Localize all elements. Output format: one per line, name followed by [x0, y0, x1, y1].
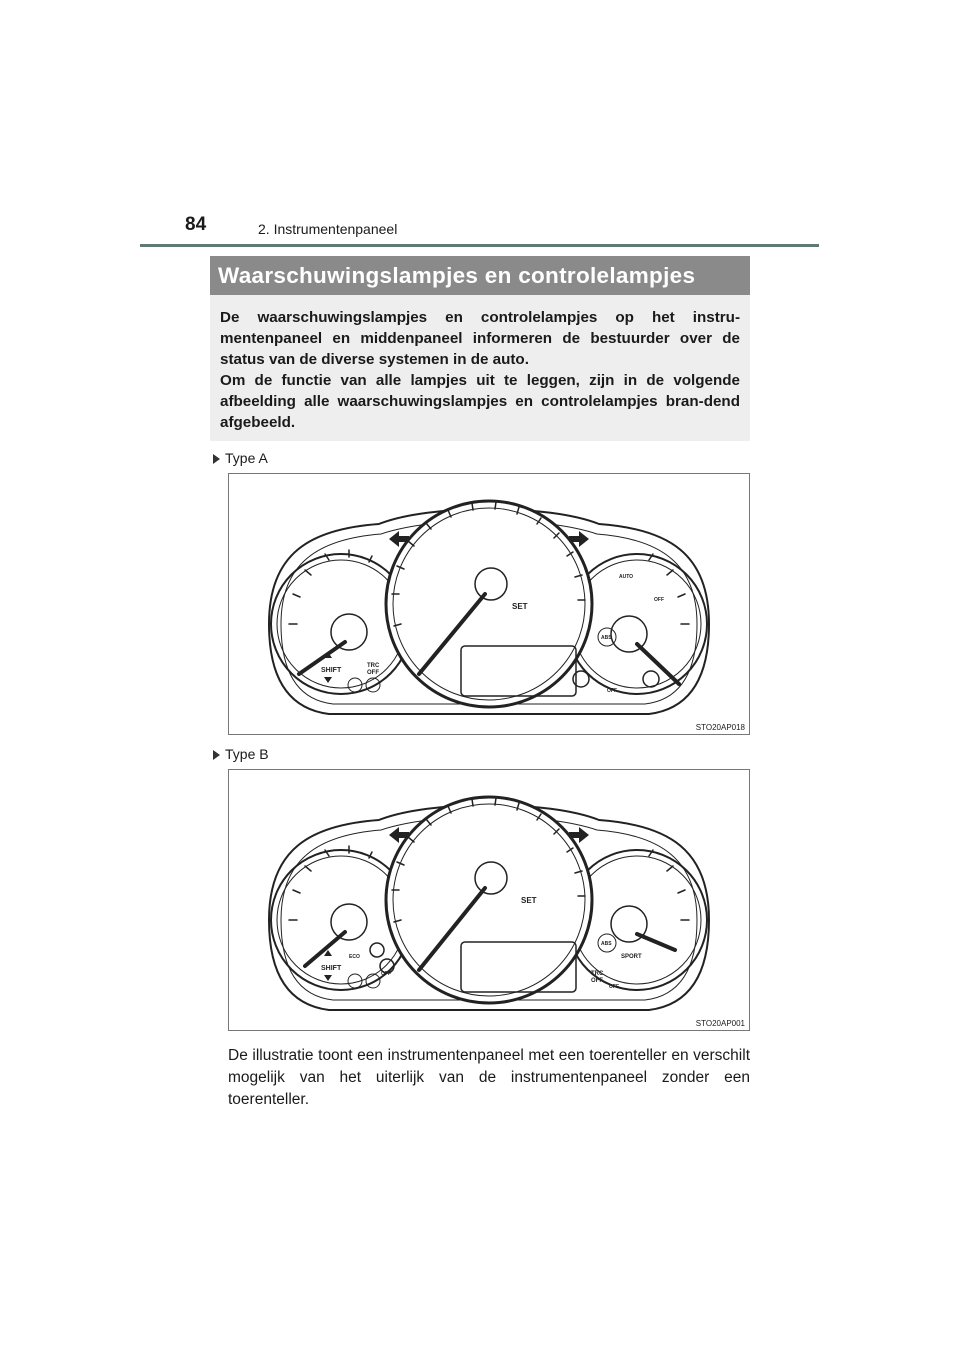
auto-text: AUTO: [619, 574, 634, 580]
off-text: OFF: [609, 984, 619, 990]
a-off-text: OFF: [607, 688, 617, 694]
off-text: OFF: [654, 597, 664, 603]
section-title: Waarschuwingslampjes en controlelampjes: [210, 256, 750, 295]
triangle-bullet-icon: [213, 750, 220, 760]
set-text: SET: [521, 896, 537, 905]
trc-off-text: OFF: [367, 670, 379, 676]
set-text: SET: [512, 602, 528, 611]
header-rule: [140, 244, 819, 247]
type-b-text: Type B: [225, 746, 269, 762]
shift-text: SHIFT: [321, 667, 342, 674]
intro-paragraph-2: Om de functie van alle lampjes uit te leggen, zijn in de volgende afbeelding alle waarschuwingslampjes en controlelampjes bran-dend afgebeeld.: [220, 372, 740, 431]
trc-off-text: OFF: [591, 978, 603, 984]
type-a-label: [213, 450, 268, 466]
instrument-panel-a-illustration: [229, 474, 749, 734]
figure-type-b: [228, 769, 750, 1031]
trc-text: TRC: [591, 971, 604, 977]
trc-text: TRC: [367, 663, 380, 669]
figure-a-code: STO20AP018: [695, 723, 745, 732]
intro-paragraph-1: De waarschuwingslampjes en controlelampjes op het instru-mentenpaneel en middenpaneel informeren de bestuurder over de status van de diverse systemen in de auto.: [220, 309, 740, 368]
abs-text: ABS: [601, 635, 612, 641]
chapter-title: 2. Instrumentenpaneel: [258, 221, 398, 237]
triangle-bullet-icon: [213, 454, 220, 464]
sport-text: SPORT: [621, 954, 642, 960]
body-paragraph: De illustratie toont een instrumentenpaneel met een toerenteller en verschilt mogelijk van het uiterlijk van de instrumentenpaneel zonder een toerenteller.: [228, 1047, 750, 1108]
instrument-panel-b-illustration: [229, 770, 749, 1030]
type-a-text: Type A: [225, 450, 268, 466]
figure-type-a: [228, 473, 750, 735]
intro-box: [210, 295, 750, 441]
shift-text: SHIFT: [321, 965, 342, 972]
abs-text: ABS: [601, 941, 612, 947]
figure-b-code: STO20AP001: [695, 1019, 745, 1028]
eco-text: ECO: [349, 954, 360, 960]
page-number: 84: [185, 214, 207, 235]
a-off-text: OFF: [381, 971, 391, 977]
type-b-label: [213, 746, 269, 762]
